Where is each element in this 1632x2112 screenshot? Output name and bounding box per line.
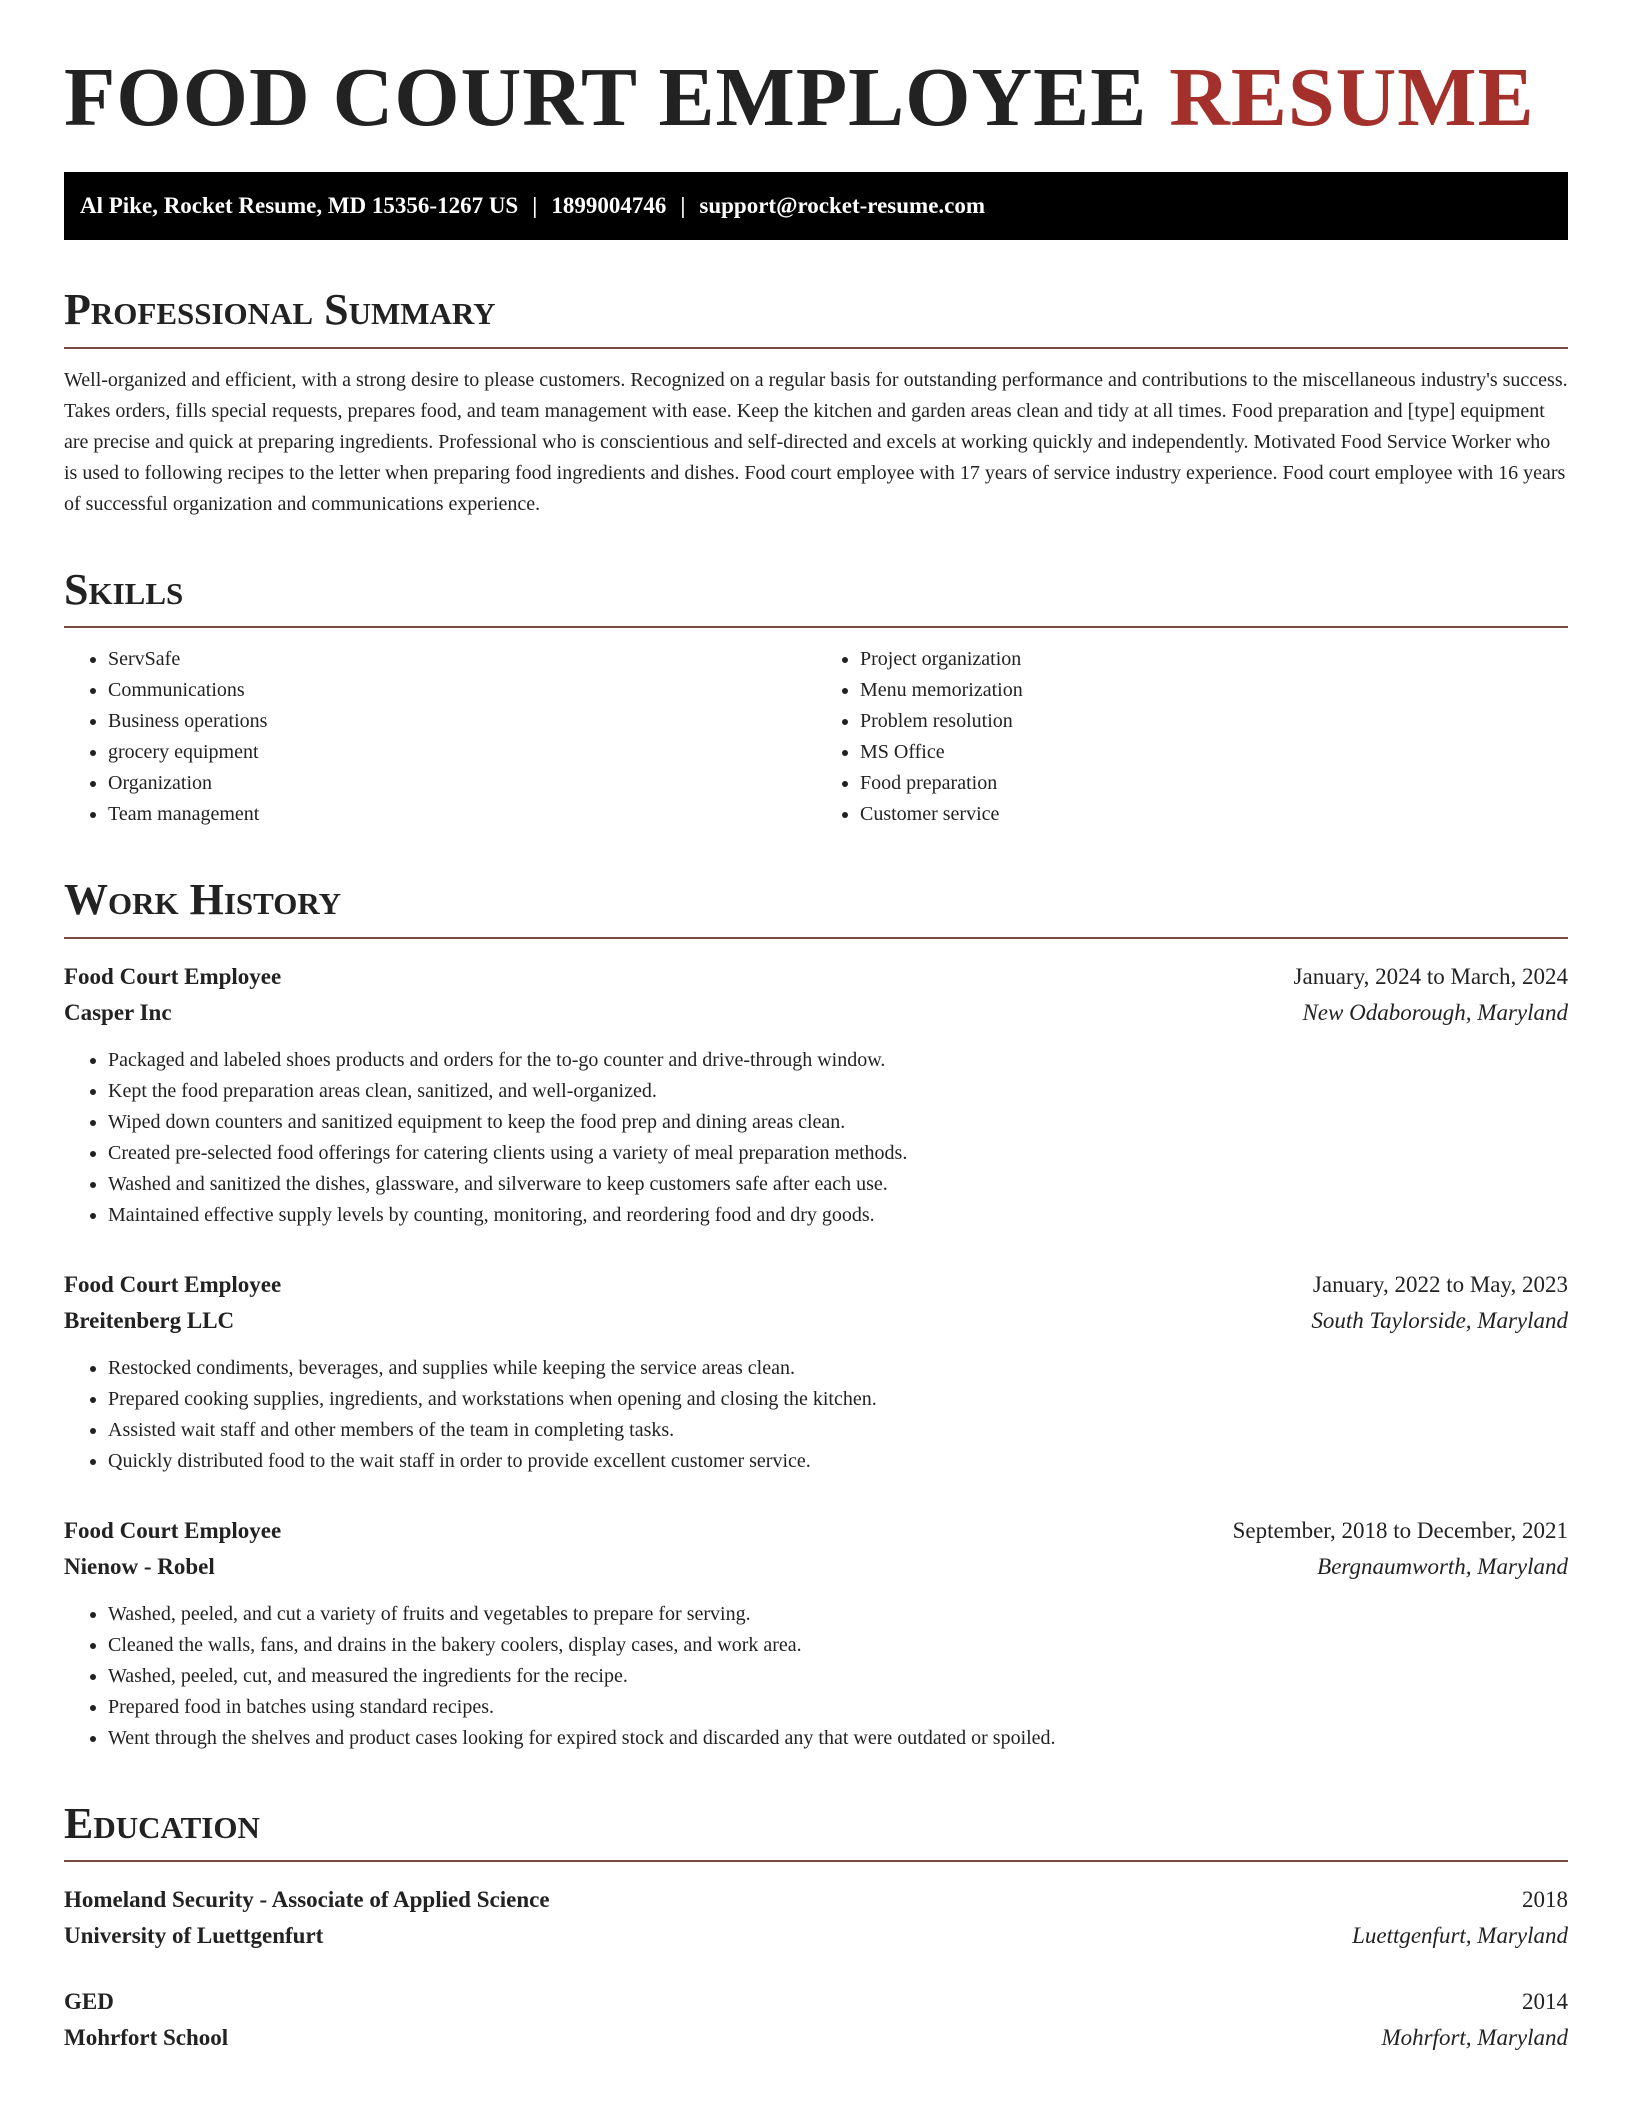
job-title: Food Court Employee xyxy=(64,1271,282,1297)
job-dates: January, 2024 to March, 2024 xyxy=(1293,963,1568,989)
education-heading: Education xyxy=(64,1800,1568,1862)
job-company: Breitenberg LLC xyxy=(64,1307,235,1333)
education-school: Mohrfort School xyxy=(64,2024,229,2050)
summary-heading: Professional Summary xyxy=(64,286,1568,348)
skill-item: • Organization xyxy=(108,768,816,799)
job-company: Nienow - Robel xyxy=(64,1553,215,1579)
education-degree: GED xyxy=(64,1988,114,2014)
job-location: South Taylorside, Maryland xyxy=(1311,1307,1568,1333)
skill-item: • Team management xyxy=(108,799,816,830)
contact-bar xyxy=(64,172,1568,240)
education-location: Luettgenfurt, Maryland xyxy=(1352,1922,1568,1948)
skill-item: • ServSafe xyxy=(108,644,816,675)
title-main: FOOD COURT EMPLOYEE xyxy=(64,51,1148,144)
contact-email[interactable]: support@rocket-resume.com xyxy=(699,193,986,219)
job-location: New Odaborough, Maryland xyxy=(1302,999,1568,1025)
education-year: 2014 xyxy=(1522,1988,1568,2014)
job-duty: • Washed, peeled, and cut a variety of fruits and vegetables to prepare for serving. xyxy=(108,1599,1568,1630)
summary-text: Well-organized and efficient, with a strong desire to please customers. Recognized on a regular basis for outstanding performance and contributions to the miscellaneous industry's success. Takes orders, fills special requests, prepares food, and team management with ease. Keep the kitchen and garden areas clean and tidy at all times. Food preparation and [type] equipment are precise and quick at preparing ingredients. Professional who is conscientious and self-directed and excels at working quickly and independently. Motivated Food Service Worker who is used to following recipes to the letter when preparing food ingredients and dishes. Food court employee with 17 years of service industry experience. Food court employee with 16 years of successful organization and communications experience. xyxy=(64,368,1568,515)
job-duty: • Prepared food in batches using standard recipes. xyxy=(108,1692,1568,1723)
job-duty: • Quickly distributed food to the wait staff in order to provide excellent customer service. xyxy=(108,1446,1568,1477)
education-entry xyxy=(64,1882,1568,1954)
education-entry xyxy=(64,1984,1568,2056)
job-title: Food Court Employee xyxy=(64,1517,282,1543)
contact-separator: | xyxy=(532,193,538,219)
job-duty: • Created pre-selected food offerings for catering clients using a variety of meal preparation methods. xyxy=(108,1138,1568,1169)
job-duty: • Washed, peeled, cut, and measured the ingredients for the recipe. xyxy=(108,1661,1568,1692)
skill-item: • Menu memorization xyxy=(860,675,1568,706)
skill-item: • Problem resolution xyxy=(860,706,1568,737)
skill-item: • Customer service xyxy=(860,799,1568,830)
job-duties xyxy=(64,1045,1568,1231)
education-degree: Homeland Security - Associate of Applied Science xyxy=(64,1886,550,1912)
job-title: Food Court Employee xyxy=(64,963,282,989)
job-duty: • Wiped down counters and sanitized equipment to keep the food prep and dining areas clean. xyxy=(108,1107,1568,1138)
skills-heading: Skills xyxy=(64,566,1568,628)
job-entry xyxy=(64,1267,1568,1477)
skill-item: • Project organization xyxy=(860,644,1568,675)
job-duty: • Assisted wait staff and other members of the team in completing tasks. xyxy=(108,1415,1568,1446)
skill-item: • grocery equipment xyxy=(108,737,816,768)
job-duties xyxy=(64,1599,1568,1754)
skills-column-left xyxy=(64,644,816,830)
skill-item: • Business operations xyxy=(108,706,816,737)
job-duty: • Maintained effective supply levels by counting, monitoring, and reordering food and dry goods. xyxy=(108,1200,1568,1231)
job-entry xyxy=(64,959,1568,1231)
resume-title xyxy=(64,52,1568,144)
skill-item: • Food preparation xyxy=(860,768,1568,799)
work-history-heading: Work History xyxy=(64,876,1568,938)
job-duty: • Restocked condiments, beverages, and supplies while keeping the service areas clean. xyxy=(108,1353,1568,1384)
job-duty: • Went through the shelves and product cases looking for expired stock and discarded any that were outdated or spoiled. xyxy=(108,1723,1568,1754)
title-accent: RESUME xyxy=(1169,51,1535,144)
skill-item: • MS Office xyxy=(860,737,1568,768)
contact-address: Al Pike, Rocket Resume, MD 15356-1267 US xyxy=(80,193,519,219)
education-year: 2018 xyxy=(1522,1886,1568,1912)
job-dates: January, 2022 to May, 2023 xyxy=(1312,1271,1568,1297)
job-duty: • Cleaned the walls, fans, and drains in the bakery coolers, display cases, and work area. xyxy=(108,1630,1568,1661)
job-dates: September, 2018 to December, 2021 xyxy=(1232,1517,1568,1543)
job-duty: • Packaged and labeled shoes products and orders for the to-go counter and drive-through window. xyxy=(108,1045,1568,1076)
skills-column-right xyxy=(816,644,1568,830)
contact-separator: | xyxy=(680,193,686,219)
skill-item: • Communications xyxy=(108,675,816,706)
job-duty: • Kept the food preparation areas clean, sanitized, and well-organized. xyxy=(108,1076,1568,1107)
job-location: Bergnaumworth, Maryland xyxy=(1317,1553,1568,1579)
job-duties xyxy=(64,1353,1568,1477)
job-duty: • Prepared cooking supplies, ingredients, and workstations when opening and closing the kitchen. xyxy=(108,1384,1568,1415)
job-entry xyxy=(64,1513,1568,1754)
skills-list xyxy=(64,644,1568,830)
job-duty: • Washed and sanitized the dishes, glassware, and silverware to keep customers safe after each use. xyxy=(108,1169,1568,1200)
education-location: Mohrfort, Maryland xyxy=(1381,2024,1568,2050)
contact-phone: 1899004746 xyxy=(551,193,667,219)
education-school: University of Luettgenfurt xyxy=(64,1922,324,1948)
job-company: Casper Inc xyxy=(64,999,172,1025)
